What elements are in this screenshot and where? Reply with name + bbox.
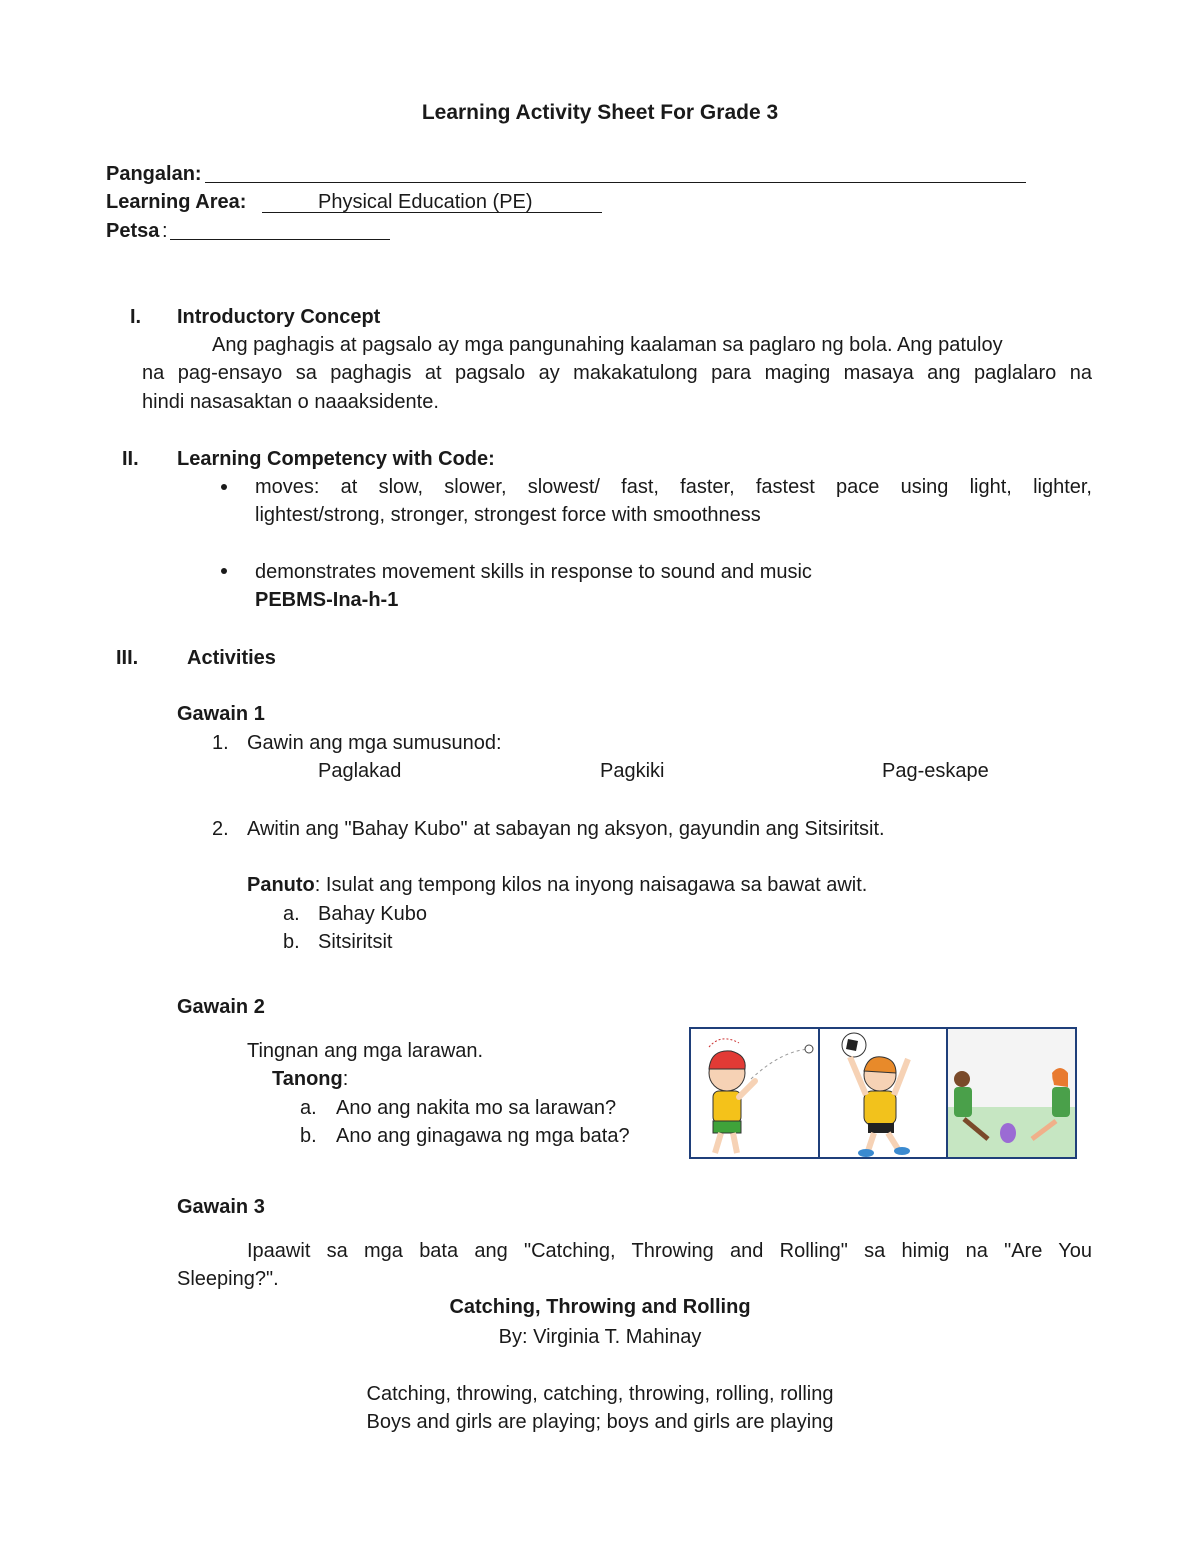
picture-panels bbox=[689, 1027, 1077, 1159]
lyrics-line-1: Catching, throwing, catching, throwing, rolling, rolling bbox=[366, 1383, 834, 1405]
picture-catching bbox=[818, 1029, 947, 1157]
section-3-numeral: III. bbox=[116, 647, 139, 669]
item-1-text: Gawin ang mga sumusunod: bbox=[247, 732, 502, 754]
competency-1-line-2: lightest/strong, stronger, strongest force with smoothness bbox=[255, 504, 761, 526]
question-b: Ano ang ginagawa ng mga bata? bbox=[336, 1125, 630, 1147]
name-blank-line[interactable] bbox=[205, 162, 1026, 183]
action-paglakad: Paglakad bbox=[318, 760, 402, 782]
page-title: Learning Activity Sheet For Grade 3 bbox=[421, 101, 779, 124]
gawain-3-intro-line-2: Sleeping?". bbox=[177, 1268, 279, 1290]
competency-code: PEBMS-Ina-h-1 bbox=[255, 589, 399, 611]
intro-line-2: na pag-ensayo sa paghagis at pagsalo ay makakatulong para maging masaya ang paglalaro na bbox=[142, 362, 1092, 384]
song-letter-b: b. bbox=[283, 931, 300, 953]
section-3-heading: Activities bbox=[187, 647, 276, 669]
tanong-label: Tanong bbox=[272, 1068, 343, 1090]
action-pagkiki: Pagkiki bbox=[600, 760, 665, 782]
bullet-icon bbox=[221, 484, 227, 490]
boy-catching-ball-icon bbox=[820, 1029, 947, 1157]
panuto-line bbox=[247, 871, 867, 899]
date-blank-line[interactable] bbox=[170, 219, 390, 240]
competency-2: demonstrates movement skills in response to sound and music bbox=[255, 561, 812, 583]
tanong-line bbox=[272, 1065, 348, 1093]
learning-area-value: Physical Education (PE) bbox=[318, 191, 533, 213]
item-2-number: 2. bbox=[212, 818, 229, 840]
song-title: Catching, Throwing and Rolling bbox=[449, 1296, 751, 1318]
gawain-1-heading: Gawain 1 bbox=[177, 703, 265, 725]
gawain-2-heading: Gawain 2 bbox=[177, 996, 265, 1018]
name-label: Pangalan: bbox=[106, 163, 202, 185]
question-letter-b: b. bbox=[300, 1125, 317, 1147]
section-2-numeral: II. bbox=[122, 448, 139, 470]
intro-line-1: Ang paghagis at pagsalo ay mga pangunahing kaalaman sa paglaro ng bola. Ang patuloy bbox=[212, 334, 1003, 356]
tanong-colon: : bbox=[342, 1068, 349, 1090]
section-2-heading: Learning Competency with Code: bbox=[177, 448, 495, 470]
intro-line-3: hindi nasasaktan o naaaksidente. bbox=[142, 391, 439, 413]
question-a: Ano ang nakita mo sa larawan? bbox=[336, 1097, 617, 1119]
action-pag-eskape: Pag-eskape bbox=[882, 760, 989, 782]
lyrics-line-2: Boys and girls are playing; boys and girls are playing bbox=[366, 1411, 834, 1433]
gawain-3-intro-line-1: Ipaawit sa mga bata ang "Catching, Throwing and Rolling" sa himig na "Are You bbox=[247, 1240, 1092, 1262]
kids-rolling-ball-icon bbox=[948, 1029, 1075, 1157]
competency-1-line-1: moves: at slow, slower, slowest/ fast, faster, fastest pace using light, lighter, bbox=[255, 476, 1092, 498]
panuto-label: Panuto bbox=[247, 874, 315, 896]
question-letter-a: a. bbox=[300, 1097, 317, 1119]
bullet-icon bbox=[221, 568, 227, 574]
gawain-3-heading: Gawain 3 bbox=[177, 1196, 265, 1218]
date-colon: : bbox=[162, 220, 168, 242]
learning-area-label: Learning Area: bbox=[106, 191, 247, 213]
section-1-heading: Introductory Concept bbox=[177, 306, 381, 328]
section-1-numeral: I. bbox=[130, 306, 142, 328]
gawain-2-intro: Tingnan ang mga larawan. bbox=[247, 1040, 484, 1062]
boy-throwing-ball-icon bbox=[691, 1029, 818, 1157]
date-label: Petsa bbox=[106, 220, 160, 242]
panuto-text: : Isulat ang tempong kilos na inyong naisagawa sa bawat awit. bbox=[314, 874, 868, 896]
song-sitsiritsit: Sitsiritsit bbox=[318, 931, 393, 953]
song-author: By: Virginia T. Mahinay bbox=[498, 1326, 702, 1348]
item-1-number: 1. bbox=[212, 732, 229, 754]
picture-throwing bbox=[691, 1029, 818, 1157]
song-letter-a: a. bbox=[283, 903, 300, 925]
picture-rolling bbox=[946, 1029, 1075, 1157]
song-bahay-kubo: Bahay Kubo bbox=[318, 903, 427, 925]
item-2-text: Awitin ang "Bahay Kubo" at sabayan ng aksyon, gayundin ang Sitsiritsit. bbox=[247, 818, 885, 840]
